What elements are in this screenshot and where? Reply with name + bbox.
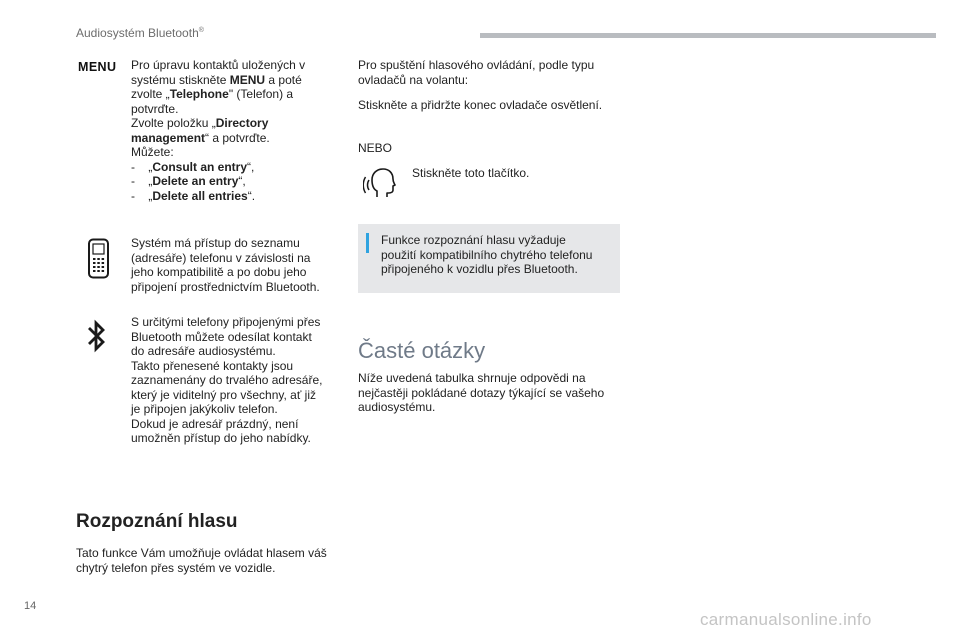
option-consult: - „Consult an entry“,	[131, 159, 255, 174]
option-delete-all: - „Delete all entries“.	[131, 188, 256, 203]
light-stalk-instruction: Stiskněte a přidržte konec ovladače osvětlení.	[358, 98, 603, 112]
info-accent-bar	[366, 233, 369, 253]
press-button-instruction: Stiskněte toto tlačítko.	[412, 166, 530, 180]
page-number: 14	[24, 600, 37, 612]
voice-command-icon	[363, 165, 399, 201]
running-header: Audiosystém Bluetooth®	[76, 26, 204, 40]
contacts-edit-paragraph: Pro úpravu kontaktů uložených v systému stiskněte MENU a poté zvolte „Telephone" (Telefon) a potvrďte. Zvolte položku „Directory management“ a potvrďte. Můžete: - „Consult an entry“, - „Delete an entry“, - „Delete all entries“.	[131, 58, 306, 203]
option-delete: - „Delete an entry“,	[131, 174, 246, 188]
voice-start-paragraph: Pro spuštění hlasového ovládání, podle typu ovladačů na volantu:	[358, 58, 595, 87]
watermark: carmanualsonline.info	[700, 610, 872, 629]
faq-intro: Níže uvedená tabulka shrnuje odpovědi na nejčastěji pokládané dotazy týkající se vašeho audiosystému.	[358, 371, 605, 414]
send-contact-paragraph: S určitými telefony připojenými přes Bluetooth můžete odesílat kontakt do adresáře audiosystému. Takto přenesené kontakty jsou zaznamenány do trvalého adresáře, který je viditelný pro všechny, ať již je připojen jakýkoliv telefon. Dokud je adresář prázdný, není umožněn přístup do jeho nabídky.	[131, 315, 323, 445]
header-rule	[480, 33, 936, 38]
voice-recognition-heading: Rozpoznání hlasu	[76, 511, 238, 532]
phone-icon	[86, 238, 112, 280]
info-box-text: Funkce rozpoznání hlasu vyžaduje použití kompatibilního chytrého telefonu připojeného k vozidlu přes Bluetooth.	[381, 233, 593, 276]
or-separator: NEBO	[358, 141, 393, 155]
faq-heading: Časté otázky	[358, 338, 486, 363]
voice-recognition-intro: Tato funkce Vám umožňuje ovládat hlasem váš chytrý telefon přes systém ve vozidle.	[76, 546, 327, 575]
menu-key-label: MENU	[78, 60, 117, 74]
phonebook-access-paragraph: Systém má přístup do seznamu (adresáře) telefonu v závislosti na jeho kompatibilitě a po dobu jeho připojení prostřednictvím Bluetooth.	[131, 236, 320, 294]
bluetooth-icon	[86, 318, 108, 354]
